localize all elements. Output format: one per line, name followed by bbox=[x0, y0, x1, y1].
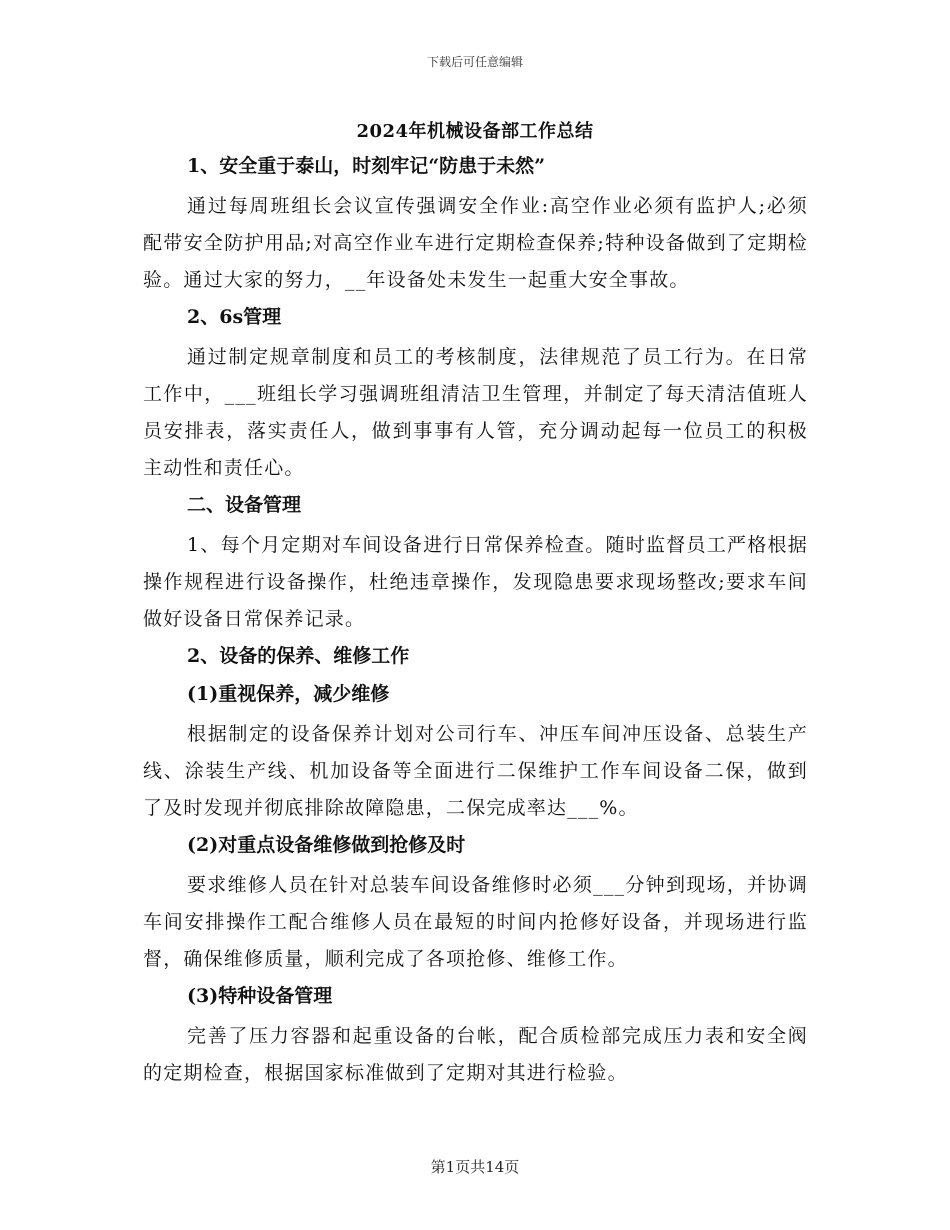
document-body bbox=[143, 150, 808, 1094]
paragraph: 通过每周班组长会议宣传强调安全作业:高空作业必须有监护人;必须配带安全防护用品;对高空作业车进行定期检查保养;特种设备做到了定期检验。通过大家的努力，__年设备处未发生一起重大安全事故。 bbox=[143, 195, 808, 291]
header-note: 下载后可任意编辑 bbox=[426, 55, 523, 69]
section-heading: 2、设备的保养、维修工作 bbox=[187, 645, 410, 667]
subsection-heading: (3)特种设备管理 bbox=[187, 985, 333, 1007]
section-heading: 二、设备管理 bbox=[187, 494, 302, 516]
subsection-heading: (2)对重点设备维修做到抢修及时 bbox=[187, 834, 466, 856]
paragraph: 根据制定的设备保养计划对公司行车、冲压车间冲压设备、总装生产线、涂装生产线、机加设备等全面进行二保维护工作车间设备二保，做到了及时发现并彻底排除故障隐患，二保完成率达___%。 bbox=[143, 723, 808, 819]
paragraph: 要求维修人员在针对总装车间设备维修时必须___分钟到现场，并协调车间安排操作工配合维修人员在最短的时间内抢修好设备，并现场进行监督，确保维修质量，顺利完成了各项抢修、维修工作。 bbox=[143, 874, 808, 970]
subsection-heading: (1)重视保养，减少维修 bbox=[187, 683, 390, 705]
document-title: 2024年机械设备部工作总结 bbox=[356, 121, 594, 142]
section-heading: 2、6s管理 bbox=[187, 306, 282, 328]
section-heading: 1、安全重于泰山，时刻牢记“防患于未然” bbox=[187, 155, 546, 177]
paragraph: 1、每个月定期对车间设备进行日常保养检查。随时监督员工严格根据操作规程进行设备操作，杜绝违章操作，发现隐患要求现场整改;要求车间做好设备日常保养记录。 bbox=[143, 534, 808, 630]
page-footer: 第1页共14页 bbox=[430, 1158, 520, 1176]
paragraph: 通过制定规章制度和员工的考核制度，法律规范了员工行为。在日常工作中，___班组长学习强调班组清洁卫生管理，并制定了每天清洁值班人员安排表，落实责任人，做到事事有人管，充分调动起每一位员工的积极主动性和责任心。 bbox=[143, 346, 808, 479]
paragraph: 完善了压力容器和起重设备的台帐，配合质检部完成压力表和安全阀的定期检查，根据国家标准做到了定期对其进行检验。 bbox=[143, 1025, 808, 1084]
